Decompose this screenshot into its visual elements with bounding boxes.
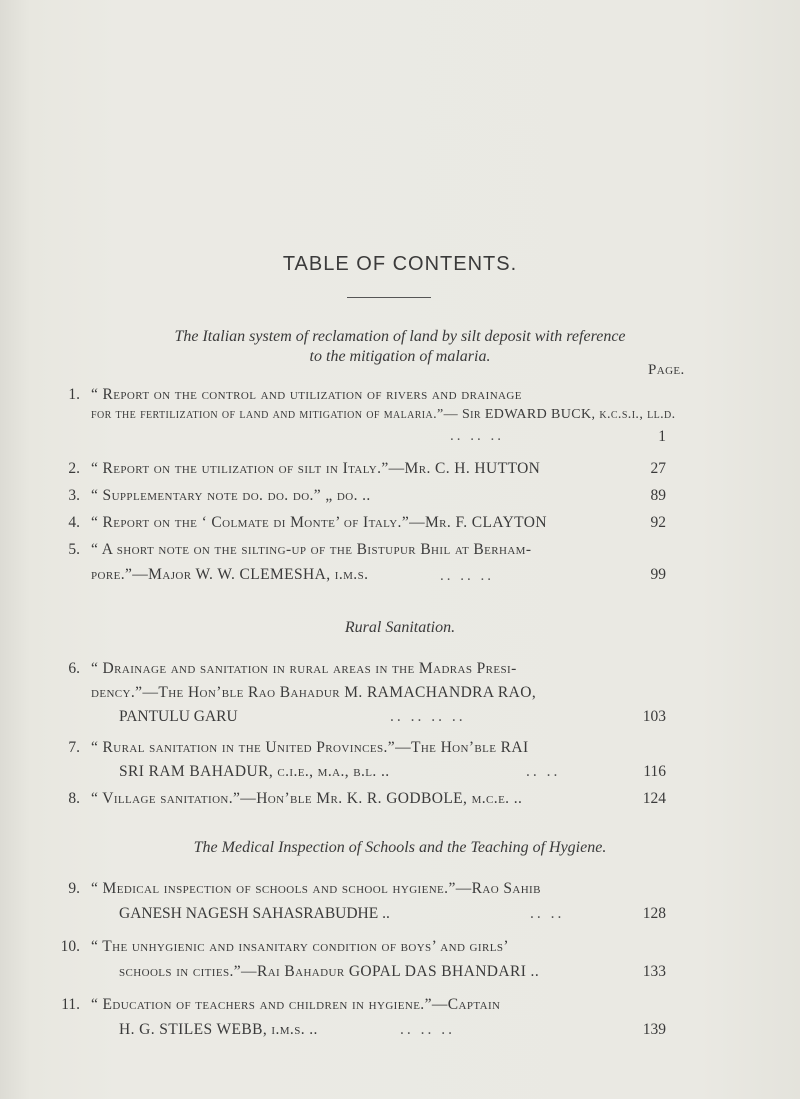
- entry-number: 9.: [68, 880, 80, 897]
- entry-title-line: “ Report on the ‘ Colmate di Monte’ of Italy.”—Mr. F. CLAYTON: [91, 514, 547, 531]
- entry-title-line: “ Report on the control and utilization of rivers and drainage: [91, 386, 522, 403]
- entry-page-number: 99: [650, 566, 666, 583]
- entry-page-number: 124: [642, 790, 666, 807]
- entry-title-line: “ Drainage and sanitation in rural areas in the Madras Presi-: [91, 660, 517, 677]
- entry-page-number: 128: [642, 905, 666, 922]
- entry-page-number: 89: [650, 487, 666, 504]
- entry-page-number: 133: [642, 963, 666, 980]
- entry-number: 7.: [68, 739, 80, 756]
- section-heading-line: The Italian system of reclamation of land by silt deposit with reference: [174, 328, 626, 345]
- entry-title-line: “ Education of teachers and children in hygiene.”—Captain: [91, 996, 501, 1013]
- entry-number: 5.: [68, 541, 80, 558]
- entry-page-number: 27: [650, 460, 666, 477]
- entry-title-line: pore.”—Major W. W. CLEMESHA, i.m.s.: [91, 566, 369, 583]
- entry-number: 3.: [68, 487, 80, 504]
- entry-title-line: H. G. STILES WEBB, i.m.s. ..: [119, 1021, 318, 1038]
- section-heading-italian: [90, 327, 710, 367]
- leader-dots: .. .. ..: [440, 568, 494, 584]
- entry-title-line: “ Medical inspection of schools and school hygiene.”—Rao Sahib: [91, 880, 541, 897]
- entry-title-line: for the fertilization of land and mitigation of malaria.”— Sir EDWARD BUCK, k.c.s.i., ll.d.: [91, 407, 676, 422]
- entry-title-line: SRI RAM BAHADUR, c.i.e., m.a., b.l. ..: [119, 763, 390, 780]
- entry-page-number: 1: [658, 428, 666, 445]
- entry-title-line: GANESH NAGESH SAHASRABUDHE ..: [119, 905, 390, 922]
- leader-dots: .. .. ..: [400, 1021, 455, 1038]
- entry-title-line: dency.”—The Hon’ble Rao Bahadur M. RAMACHANDRA RAO,: [91, 684, 537, 701]
- entry-title-line: “ Report on the utilization of silt in Italy.”—Mr. C. H. HUTTON: [91, 460, 541, 477]
- leader-dots: .. ..: [530, 905, 565, 922]
- entry-title-line: PANTULU GARU: [119, 708, 238, 725]
- section-heading-schools: The Medical Inspection of Schools and the Teaching of Hygiene.: [193, 839, 607, 856]
- entry-number: 6.: [68, 660, 80, 677]
- entry-number: 4.: [68, 514, 80, 531]
- page-column-label: Page.: [648, 362, 685, 378]
- entry-number: 2.: [68, 460, 80, 477]
- section-heading-line: to the mitigation of malaria.: [309, 348, 491, 365]
- entry-number: 1.: [68, 386, 80, 403]
- title-rule: [347, 297, 431, 298]
- entry-page-number: 92: [650, 514, 666, 531]
- entry-page-number: 116: [643, 763, 666, 780]
- leader-dots: .. .. .. ..: [390, 708, 466, 725]
- entry-number: 11.: [61, 996, 80, 1013]
- entry-number: 10.: [60, 938, 80, 955]
- entry-number: 8.: [68, 790, 80, 807]
- entry-title-line: “ Village sanitation.”—Hon’ble Mr. K. R. GODBOLE, m.c.e. ..: [91, 790, 523, 807]
- entry-page-number: 103: [642, 708, 666, 725]
- section-heading-rural: Rural Sanitation.: [344, 619, 456, 636]
- entry-title-line: “ Supplementary note do. do. do.” „ do. ..: [91, 487, 371, 504]
- entry-title-line: “ The unhygienic and insanitary condition of boys’ and girls’: [91, 938, 509, 955]
- entry-title-line: “ A short note on the silting-up of the Bistupur Bhil at Berham-: [91, 541, 532, 558]
- entry-title-line: schools in cities.”—Rai Bahadur GOPAL DAS BHANDARI ..: [119, 963, 540, 980]
- entry-page-number: 139: [642, 1021, 666, 1038]
- page-title: TABLE OF CONTENTS.: [282, 253, 518, 275]
- leader-dots: .. .. ..: [450, 428, 504, 444]
- entry-title-line: “ Rural sanitation in the United Provinces.”—The Hon’ble RAI: [91, 739, 529, 756]
- leader-dots: .. ..: [526, 763, 561, 780]
